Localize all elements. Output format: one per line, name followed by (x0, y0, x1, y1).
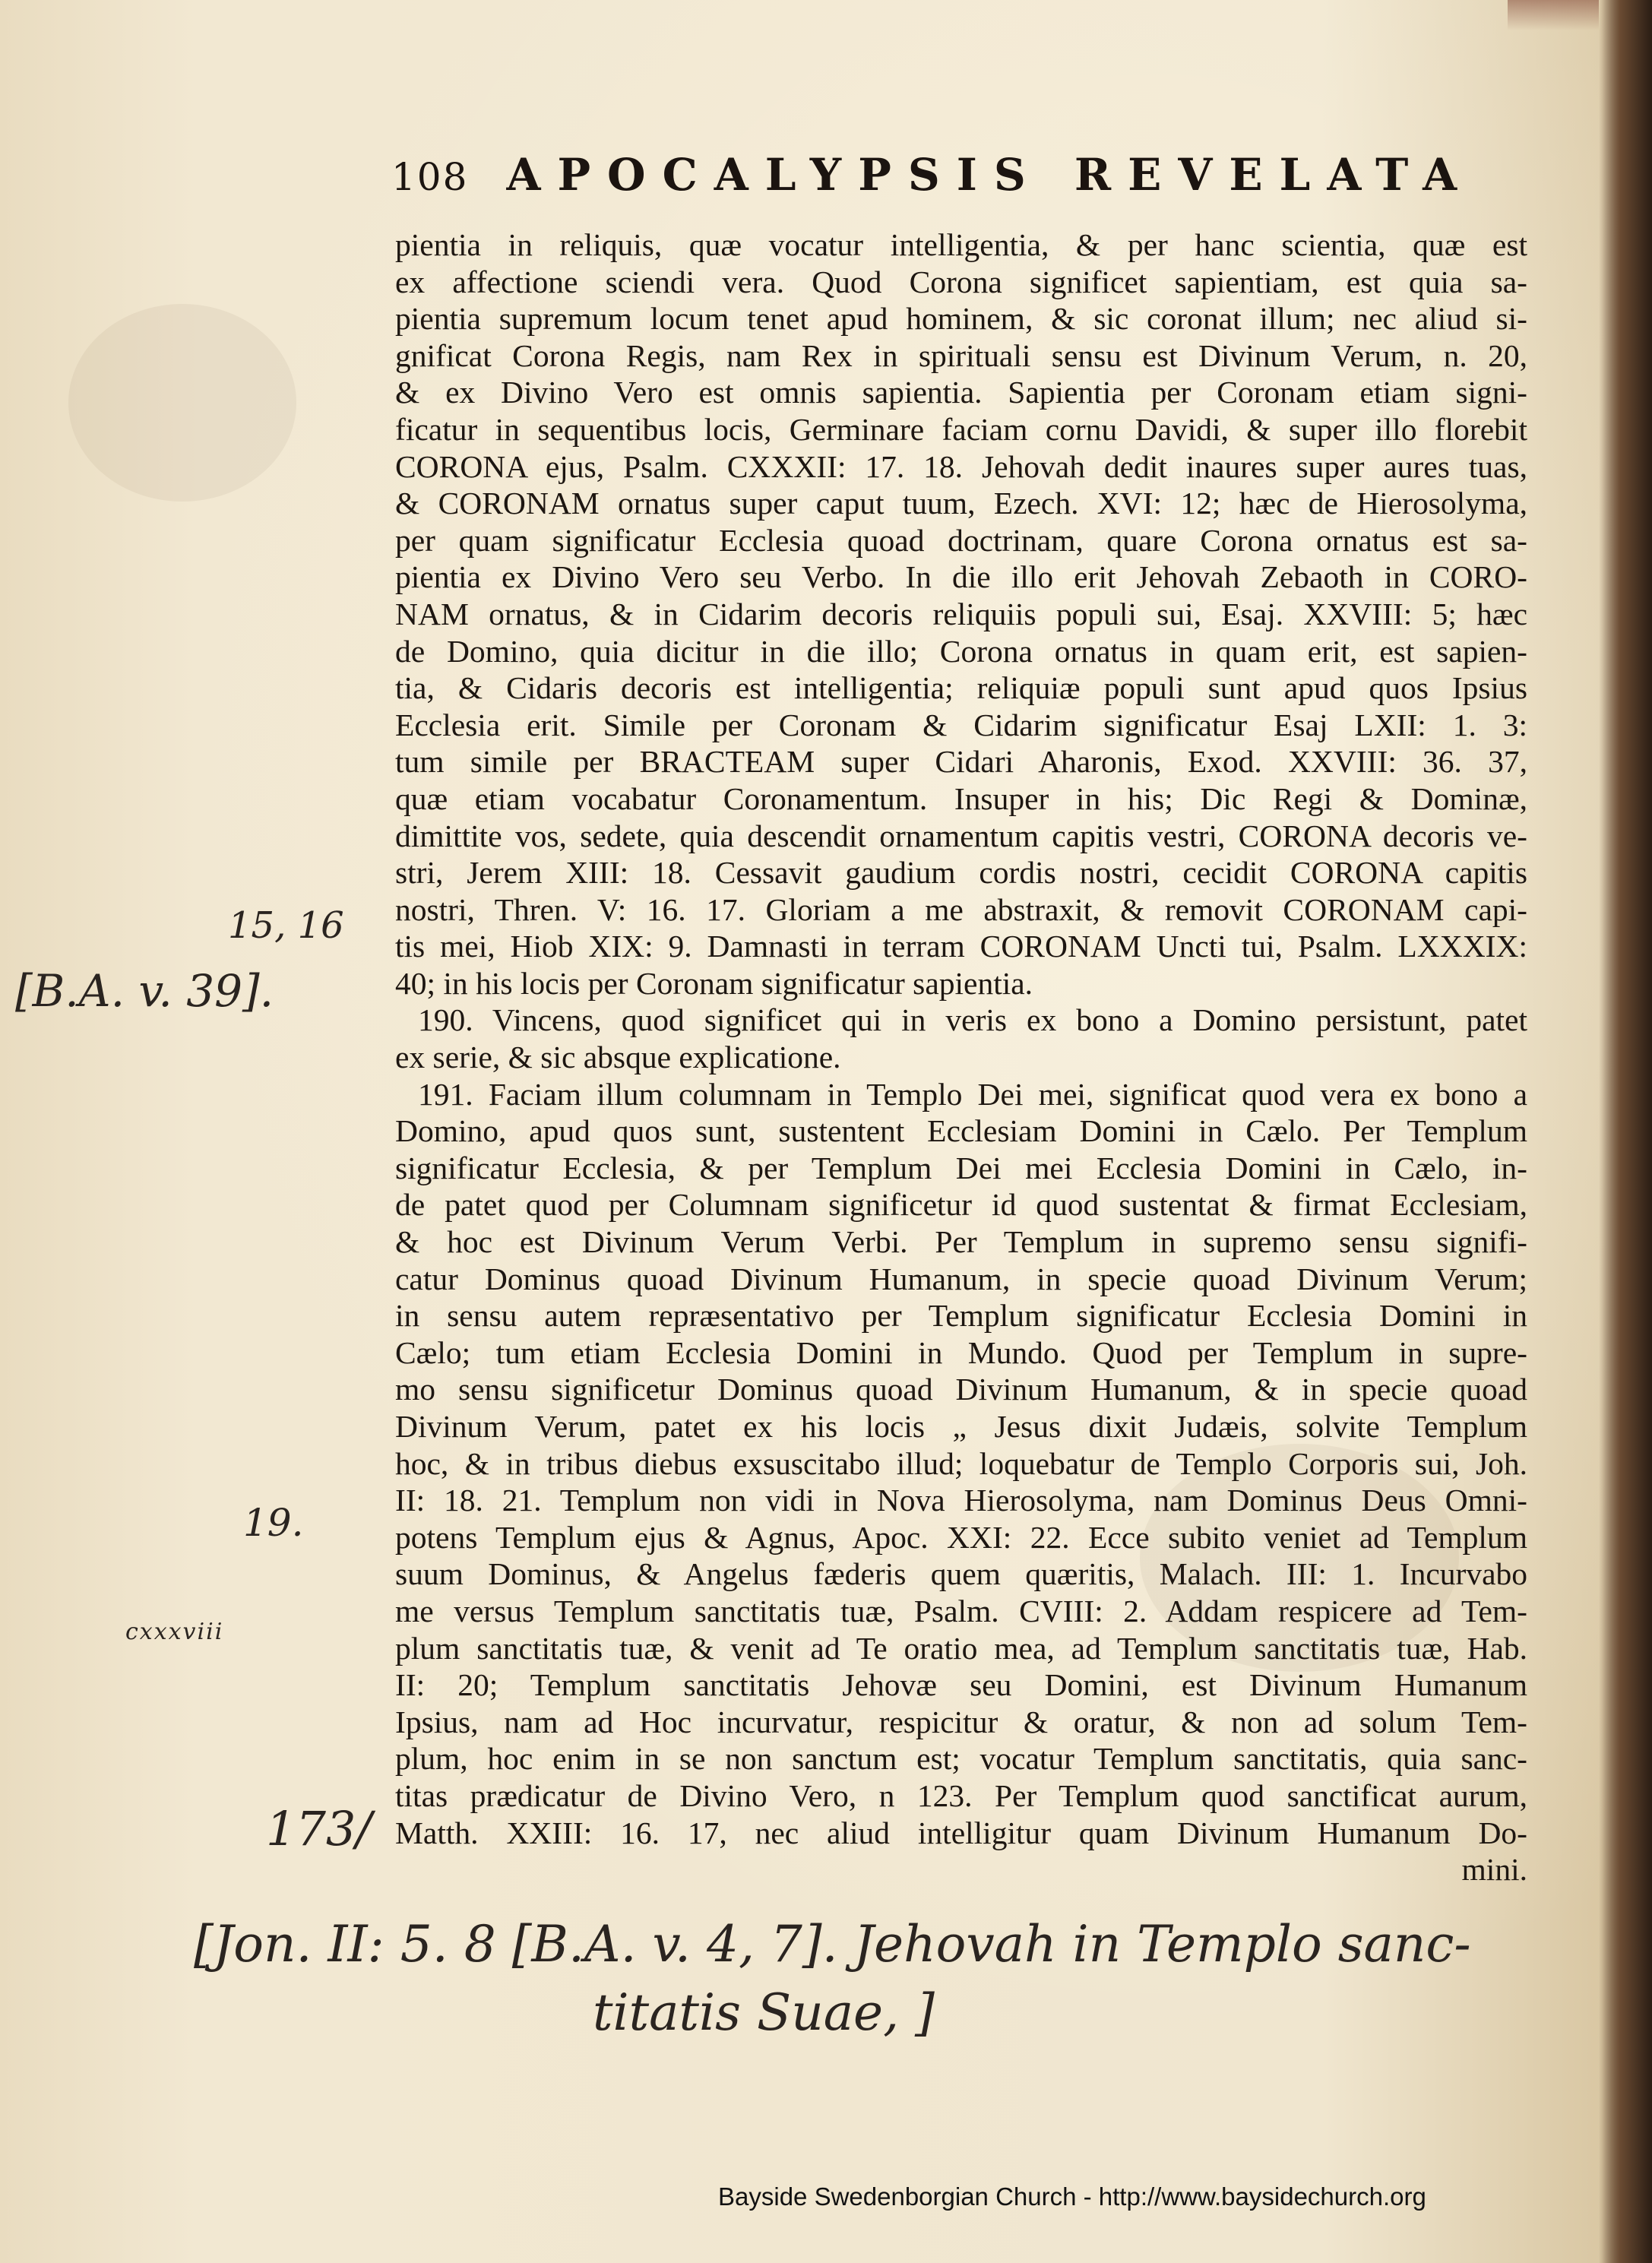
text-line: per quam significatur Ecclesia quoad doctrinam, quare Corona ornatus est sa- (395, 522, 1527, 558)
text-line: titas prædicatur de Divino Vero, n 123. Per Templum quod sanctificat aurum, (395, 1777, 1527, 1813)
text-line: Domino, apud quos sunt, sustentent Ecclesiam Domini in Cælo. Per Templum (395, 1113, 1527, 1149)
text-line: & CORONAM ornatus super caput tuum, Ezech. XVI: 12; hæc de Hierosolyma, (395, 486, 1527, 521)
text-line: Matth. XXIII: 16. 17, nec aliud intelligitur quam Divinum Humanum Do- (395, 1815, 1527, 1850)
credit-watermark: Bayside Swedenborgian Church - http://www.baysidechurch.org (718, 2182, 1426, 2211)
text-line: potens Templum ejus & Agnus, Apoc. XXI: 22. Ecce subito veniet ad Templum (395, 1519, 1527, 1555)
text-line: in sensu autem repræsentativo per Templum significatur Ecclesia Domini in (395, 1298, 1527, 1334)
margin-note-verse: 15, 16 (228, 904, 344, 947)
text-line: significatur Ecclesia, & per Templum Dei mei Ecclesia Domini in Cælo, in- (395, 1150, 1527, 1185)
text-line: II: 18. 21. Templum non vidi in Nova Hierosolyma, nam Dominus Deus Omni- (395, 1483, 1527, 1518)
margin-note-reference: [B.A. v. 39]. (15, 965, 274, 1017)
text-line: NAM ornatus, & in Cidarim decoris reliquiis populi sui, Esaj. XXVIII: 5; hæc (395, 596, 1527, 631)
text-line: tum simile per BRACTEAM super Cidari Aharonis, Exod. XXVIII: 36. 37, (395, 744, 1527, 780)
text-line: stri, Jerem XIII: 18. Cessavit gaudium cordis nostri, cecidit CORONA capitis (395, 855, 1527, 891)
page-header (391, 149, 1531, 202)
text-line: pientia in reliquis, quæ vocatur intelligentia, & per hanc scientia, quæ est (395, 227, 1527, 262)
text-line: 191. Faciam illum columnam in Templo Dei mei, significat quod vera ex bono a (418, 1076, 1527, 1112)
text-line: catur Dominus quoad Divinum Humanum, in specie quoad Divinum Verum; (395, 1261, 1527, 1296)
text-line: Ipsius, nam ad Hoc incurvatur, respicitur & oratur, & non ad solum Tem- (395, 1704, 1527, 1739)
text-line: ex affectione sciendi vera. Quod Corona significet sapientiam, est quia sa- (395, 264, 1527, 299)
text-line: plum sanctitatis tuæ, & venit ad Te oratio mea, ad Templum sanctitatis tuæ, Hab. (395, 1630, 1527, 1666)
handwritten-footnote-line-1: [Jon. II: 5. 8 [B.A. v. 4, 7]. Jehovah in Templo sanc- (194, 1915, 1471, 1973)
text-line: me versus Templum sanctitatis tuæ, Psalm. CVIII: 2. Addam respicere ad Tem- (395, 1593, 1527, 1628)
text-line: plum, hoc enim in se non sanctum est; vocatur Templum sanctitatis, quia sanc- (395, 1741, 1527, 1777)
paper-stain (68, 304, 296, 502)
text-line: de Domino, quia dicitur in die illo; Corona ornatus in quam erit, est sapien- (395, 633, 1527, 669)
text-line: II: 20; Templum sanctitatis Jehovæ seu Domini, est Divinum Humanum (395, 1667, 1527, 1703)
margin-note-verse-19: 19. (243, 1501, 304, 1545)
page-number: 108 (391, 155, 469, 199)
text-line: & ex Divino Vero est omnis sapientia. Sapientia per Coronam etiam signi- (395, 375, 1527, 410)
body-text (395, 226, 1527, 1888)
text-line: pientia ex Divino Vero seu Verbo. In die illo erit Jehovah Zebaoth in CORO- (395, 559, 1527, 595)
running-title: APOCALYPSIS REVELATA (506, 149, 1474, 201)
text-line: & hoc est Divinum Verum Verbi. Per Templum in supremo sensu signifi- (395, 1224, 1527, 1260)
text-line: hoc, & in tribus diebus exsuscitabo illud; loquebatur de Templo Corporis sui, Joh. (395, 1445, 1527, 1481)
text-line: ex serie, & sic absque explicatione. (395, 1040, 841, 1075)
margin-note-number: 173/ (266, 1801, 372, 1856)
text-line: mo sensu significetur Dominus quoad Divinum Humanum, & in specie quoad (395, 1372, 1527, 1407)
text-line: de patet quod per Columnam significetur id quod sustentat & firmat Ecclesiam, (395, 1187, 1527, 1223)
text-line: ficatur in sequentibus locis, Germinare faciam cornu Davidi, & super illo florebit (395, 411, 1527, 447)
text-line: gnificat Corona Regis, nam Rex in spirituali sensu est Divinum Verum, n. 20, (395, 337, 1527, 373)
text-line: tia, & Cidaris decoris est intelligentia; reliquiæ populi sunt apud quos Ipsius (395, 670, 1527, 706)
text-line: quæ etiam vocabatur Coronamentum. Insuper in his; Dic Regi & Dominæ, (395, 780, 1527, 816)
text-line: mini. (1461, 1852, 1527, 1888)
margin-note-psalm: cxxxviii (125, 1619, 224, 1645)
text-line: dimittite vos, sedete, quia descendit ornamentum capitis vestri, CORONA decoris ve- (395, 818, 1527, 853)
text-line: 190. Vincens, quod significet qui in veris ex bono a Domino persistunt, patet (418, 1002, 1527, 1038)
handwritten-footnote-line-2: titatis Suae, ] (593, 1983, 935, 2042)
book-binding-edge (1599, 0, 1652, 2263)
binding-corner (1508, 0, 1599, 30)
text-line: Cælo; tum etiam Ecclesia Domini in Mundo. Quod per Templum in supre- (395, 1334, 1527, 1370)
text-line: Ecclesia erit. Simile per Coronam & Cidarim significatur Esaj LXII: 1. 3: (395, 707, 1527, 742)
text-line: suum Dominus, & Angelus fæderis quem quæritis, Malach. III: 1. Incurvabo (395, 1556, 1527, 1592)
text-line: 40; in his locis per Coronam significatur sapientia. (395, 965, 1033, 1001)
text-line: nostri, Thren. V: 16. 17. Gloriam a me abstraxit, & removit CORONAM capi- (395, 891, 1527, 927)
text-line: CORONA ejus, Psalm. CXXXII: 17. 18. Jehovah dedit inaures super aures tuas, (395, 448, 1527, 484)
text-line: Divinum Verum, patet ex his locis „ Jesus dixit Judæis, solvite Templum (395, 1409, 1527, 1444)
text-line: tis mei, Hiob XIX: 9. Damnasti in terram CORONAM Uncti tui, Psalm. LXXXIX: (395, 929, 1527, 964)
text-line: pientia supremum locum tenet apud hominem, & sic coronat illum; nec aliud si- (395, 301, 1527, 337)
